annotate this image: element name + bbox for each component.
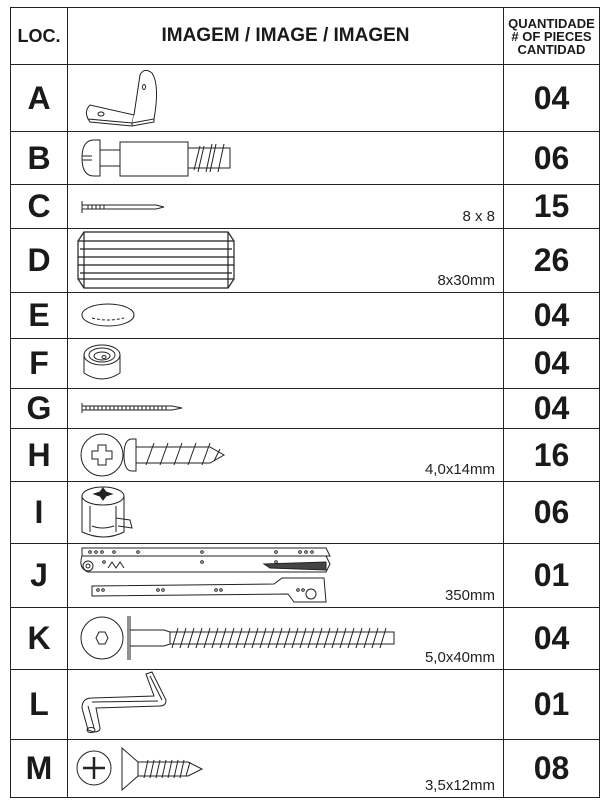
drawer-slide-icon (74, 544, 344, 606)
row-spec: 8x30mm (437, 272, 495, 289)
row-image (68, 429, 504, 481)
row-image (68, 293, 504, 338)
cover-cap-icon (74, 293, 154, 337)
row-image (68, 132, 504, 184)
table-row (11, 131, 599, 184)
allen-key-icon (74, 670, 174, 738)
row-qty: 04 (533, 297, 570, 333)
header-quantity (504, 8, 599, 64)
row-spec: 4,0x14mm (424, 461, 495, 478)
row-loc: G (11, 389, 68, 428)
row-qty: 01 (533, 557, 570, 593)
cam-lock-icon (74, 482, 144, 542)
table-row (11, 481, 599, 543)
row-loc: L (11, 670, 68, 739)
table-row (11, 228, 599, 292)
table-row (11, 607, 599, 669)
row-loc: H (11, 429, 68, 481)
row-loc: C (11, 185, 68, 228)
row-loc: M (11, 740, 68, 797)
row-loc: F (11, 339, 68, 388)
table-row (11, 739, 599, 797)
row-qty: 04 (533, 345, 570, 381)
row-qty: 08 (533, 750, 570, 786)
row-spec: 350mm (444, 587, 495, 604)
long-nail-icon (74, 389, 194, 427)
header-quantity-en: # OF PIECES (511, 28, 592, 44)
row-loc: A (11, 65, 68, 131)
row-image (68, 608, 504, 669)
confirmat-screw-icon (74, 608, 404, 668)
row-image (68, 482, 504, 543)
table-row (11, 338, 599, 388)
furniture-foot-icon (74, 339, 134, 387)
row-spec: 5,0x40mm (424, 649, 495, 666)
table-row (11, 428, 599, 481)
table-row (11, 184, 599, 228)
row-qty: 15 (533, 188, 570, 224)
row-spec: 3,5x12mm (424, 777, 495, 794)
row-qty: 04 (533, 390, 570, 426)
table-row (11, 543, 599, 607)
row-image (68, 670, 504, 739)
row-image (68, 65, 504, 131)
small-nail-icon (74, 185, 174, 225)
row-loc: B (11, 132, 68, 184)
header-image: IMAGEM / IMAGE / IMAGEN (68, 8, 504, 64)
table-header (11, 8, 599, 64)
row-image (68, 544, 504, 607)
row-image (68, 229, 504, 292)
table-row (11, 388, 599, 428)
cam-bolt-dowel-icon (74, 132, 274, 184)
header-quantity-pt: QUANTIDADE (508, 15, 595, 31)
pan-head-screw-icon (74, 429, 234, 481)
parts-table (10, 7, 600, 798)
table-row (11, 64, 599, 131)
header-quantity-es: CANTIDAD (517, 41, 586, 57)
row-qty: 06 (533, 139, 570, 176)
row-image (68, 389, 504, 428)
row-spec: 8 x 8 (462, 208, 495, 225)
row-loc: D (11, 229, 68, 292)
table-row (11, 292, 599, 338)
row-qty: 06 (533, 494, 570, 530)
row-loc: E (11, 293, 68, 338)
header-loc: LOC. (11, 8, 68, 64)
wooden-dowel-icon (74, 229, 254, 291)
row-loc: J (11, 544, 68, 607)
l-bracket-icon (74, 65, 194, 131)
row-image (68, 185, 504, 228)
row-loc: K (11, 608, 68, 669)
countersunk-screw-icon (74, 740, 234, 796)
row-qty: 01 (533, 686, 570, 722)
row-loc: I (11, 482, 68, 543)
row-qty: 16 (533, 436, 570, 473)
row-qty: 04 (533, 79, 570, 116)
row-qty: 26 (533, 242, 570, 278)
row-image (68, 339, 504, 388)
row-qty: 04 (533, 620, 570, 656)
table-row (11, 669, 599, 739)
row-image (68, 740, 504, 797)
